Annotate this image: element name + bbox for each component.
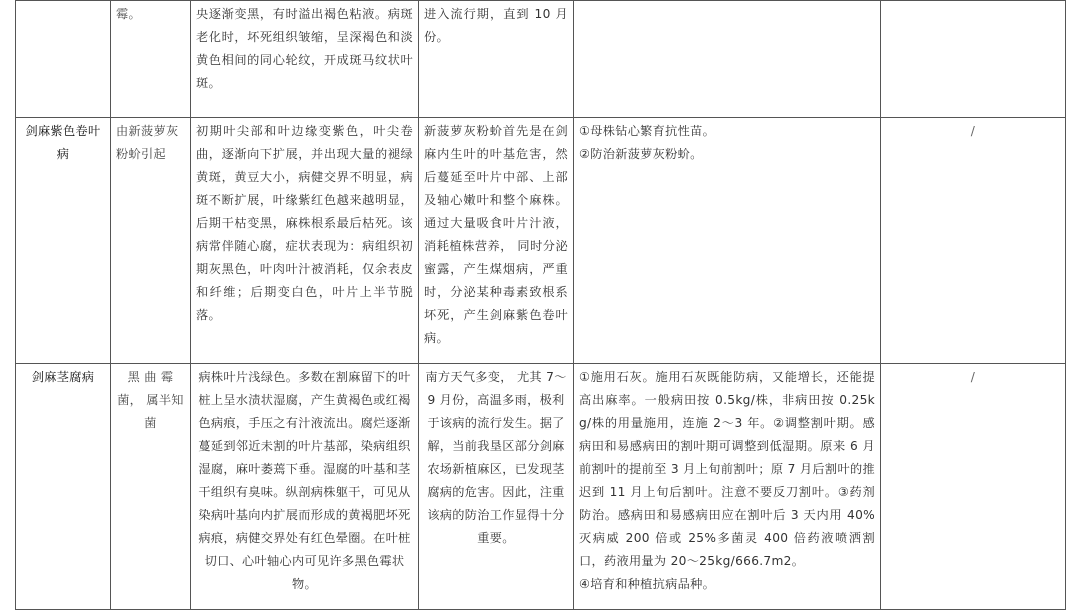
pattern-cell: 新菠萝灰粉蚧首先是在剑麻内生叶的叶基危害，然后蔓延至叶片中部、上部及轴心嫩叶和整个麻株。通过大量吸食叶片汁液，消耗植株营养， 同时分泌蜜露，产生煤烟病，严重时，分泌某种毒素致根系坏死，产生剑麻紫色卷叶病。 bbox=[419, 118, 574, 364]
disease-name-cell: 剑麻茎腐病 bbox=[16, 364, 111, 610]
pathogen-cell: 黑 曲 霉菌， 属半知菌 bbox=[111, 364, 191, 610]
symptom-cell: 初期叶尖部和叶边缘变紫色，叶尖卷曲，逐渐向下扩展，并出现大量的褪绿黄斑，黄豆大小，病健交界不明显，病斑不断扩展，叶缘紫红色越来越明显，后期干枯变黑，麻株根系最后枯死。该病常伴随心腐，症状表现为：病组织初期灰黑色，叶肉叶汁被消耗，仅余表皮和纤维；后期变白色，叶片上半节脱落。 bbox=[191, 118, 419, 364]
table-row bbox=[16, 364, 1066, 610]
control-cell bbox=[574, 1, 881, 118]
remark-cell: / bbox=[881, 118, 1066, 364]
control-cell: ①母株钻心繁育抗性苗。 ②防治新菠萝灰粉蚧。 bbox=[574, 118, 881, 364]
control-cell: ①施用石灰。施用石灰既能防病，又能增长，还能提高出麻率。一般病田按 0.5kg/株，非病田按 0.25kg/株的用量施用，连施 2～3 年。②调整割叶期。感病田和易感病田的割叶期可调整到低湿期。原来 6 月前割叶的提前至 3 月上旬前割叶；原 7 月后割叶的推迟到 11 月上旬后割叶。注意不要反刀割叶。③药剂防治。感病田和易感病田应在割叶后 3 天内用 40%灭病威 200 倍或 25%多菌灵 400 倍药液喷洒割口，药液用量为 20～25kg/666.7m2。 ④培育和种植抗病品种。 bbox=[574, 364, 881, 610]
pathogen-cell: 由新菠萝灰粉蚧引起 bbox=[111, 118, 191, 364]
symptom-cell: 央逐渐变黑，有时溢出褐色粘液。病斑老化时，坏死组织皱缩，呈深褐色和淡黄色相间的同心轮纹，开成斑马纹状叶斑。 bbox=[191, 1, 419, 118]
pattern-cell: 进入流行期，直到 10 月份。 bbox=[419, 1, 574, 118]
symptom-cell: 病株叶片浅绿色。多数在割麻留下的叶桩上呈水渍状湿腐，产生黄褐色或红褐色病痕，手压之有汁液流出。腐烂逐渐蔓延到邻近未割的叶片基部，染病组织湿腐，麻叶萎蔫下垂。湿腐的叶基和茎干组织有臭味。纵剖病株躯干，可见从染病叶基向内扩展而形成的黄褐肥坏死病痕，病健交界处有红色晕圈。在叶桩切口、心叶轴心内可见许多黑色霉状物。 bbox=[191, 364, 419, 610]
remark-cell bbox=[881, 1, 1066, 118]
pattern-cell: 南方天气多变， 尤其 7～9 月份，高温多雨，极利于该病的流行发生。据了解，当前我垦区部分剑麻农场新植麻区，已发现茎腐病的危害。因此，注重该病的防治工作显得十分重要。 bbox=[419, 364, 574, 610]
table-row bbox=[16, 118, 1066, 364]
table-row bbox=[16, 1, 1066, 118]
disease-name-cell bbox=[16, 1, 111, 118]
remark-cell: / bbox=[881, 364, 1066, 610]
pathogen-cell: 霉。 bbox=[111, 1, 191, 118]
disease-name-cell: 剑麻紫色卷叶病 bbox=[16, 118, 111, 364]
disease-table bbox=[15, 0, 1066, 610]
